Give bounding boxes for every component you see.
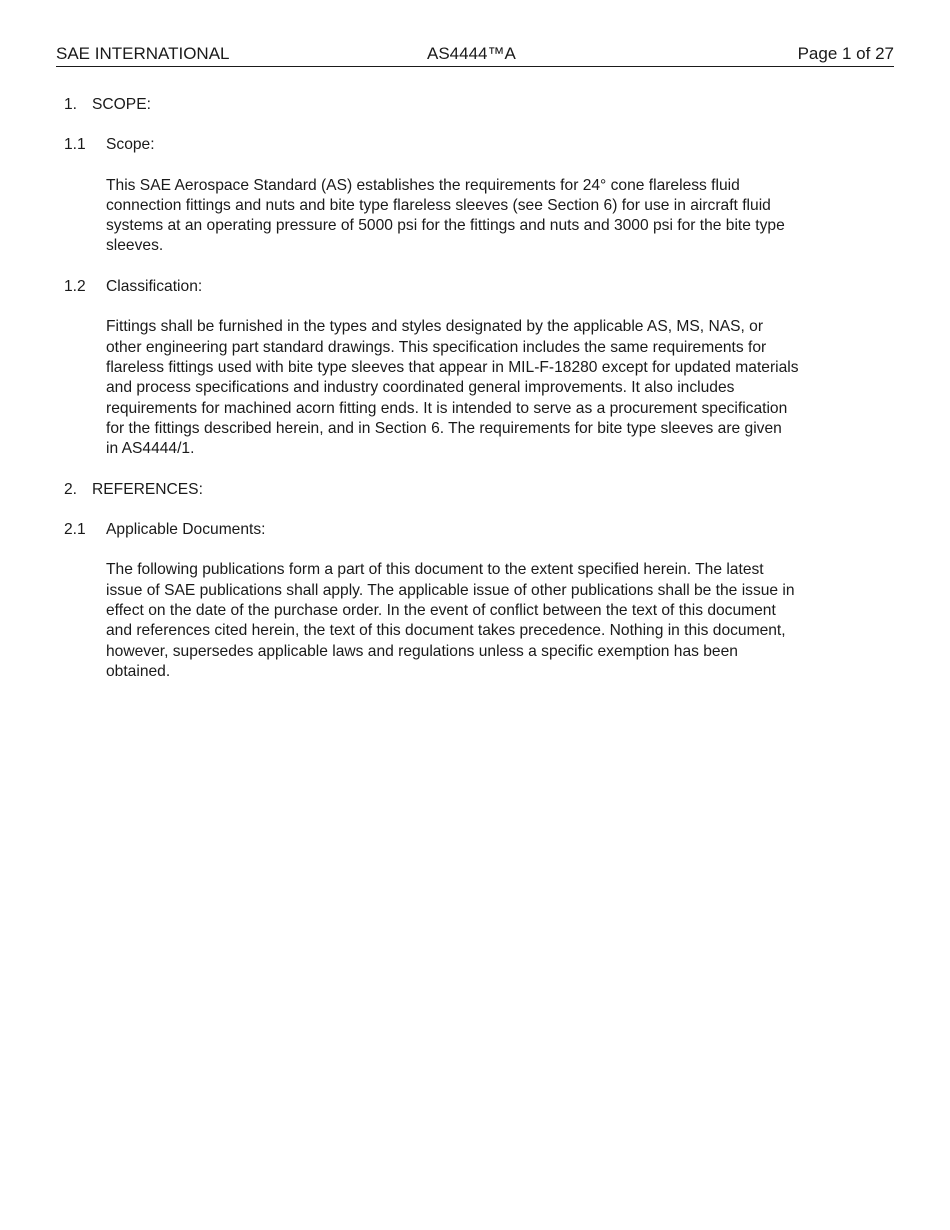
section-number: 1.2 [64,278,86,296]
paragraph-line: This SAE Aerospace Standard (AS) establishes the requirements for 24° cone flareless fluid [106,176,740,194]
section-title: SCOPE: [92,96,151,113]
paragraph-line: obtained. [106,662,171,680]
section-1-1-paragraph [64,176,866,257]
section-title: Classification: [106,278,203,296]
section-number: 1.1 [64,136,86,154]
header-doc-id: AS4444™A [427,44,516,63]
section-title: Applicable Documents: [106,521,266,539]
paragraph-line: effect on the date of the purchase order. In the event of conflict between the text of this document [106,601,776,619]
paragraph-line: connection fittings and nuts and bite type flareless sleeves (see Section 6) for use in aircraft fluid [106,196,771,214]
section-2-1-paragraph [64,560,866,682]
paragraph-line: and process specifications and industry coordinated general improvements. It also includes [106,379,735,397]
paragraph-line: however, supersedes applicable laws and regulations unless a specific exemption has been [106,642,738,660]
paragraph-line: sleeves. [106,237,164,255]
section-title: Scope: [106,136,155,154]
paragraph-line: Fittings shall be furnished in the types and styles designated by the applicable AS, MS, NAS, or [106,318,764,336]
section-title: REFERENCES: [92,480,203,498]
paragraph-line: systems at an operating pressure of 5000 psi for the fittings and nuts and 3000 psi for the bite type [106,217,785,235]
section-number: 2.1 [64,521,86,539]
paragraph-line: requirements for machined acorn fitting ends. It is intended to serve as a procurement specification [106,399,788,417]
paragraph-line: The following publications form a part of this document to the extent specified herein. The latest [106,561,764,579]
section-1-1-heading [64,135,864,155]
paragraph-line: in AS4444/1. [106,440,195,458]
header-org: SAE INTERNATIONAL [56,44,230,63]
paragraph-line: for the fittings described herein, and in Section 6. The requirements for bite type sleeves are given [106,419,782,437]
paragraph-line: flareless fittings used with bite type sleeves that appear in MIL-F-18280 except for updated materials [106,358,799,376]
paragraph-line: other engineering part standard drawings. This specification includes the same requirements for [106,338,767,356]
section-2-heading [64,480,864,500]
page-header [56,44,894,67]
section-1-2-paragraph [64,317,866,459]
header-page-number: Page 1 of 27 [797,44,894,63]
section-number: 1. [64,96,78,113]
section-1-2-heading [64,277,864,297]
paragraph-line: and references cited herein, the text of this document takes precedence. Nothing in this document, [106,622,786,640]
section-number: 2. [64,480,78,498]
section-1-heading [64,95,864,115]
section-2-1-heading [64,520,864,540]
document-body [64,95,864,682]
paragraph-line: issue of SAE publications shall apply. The applicable issue of other publications shall be the issue in [106,581,795,599]
